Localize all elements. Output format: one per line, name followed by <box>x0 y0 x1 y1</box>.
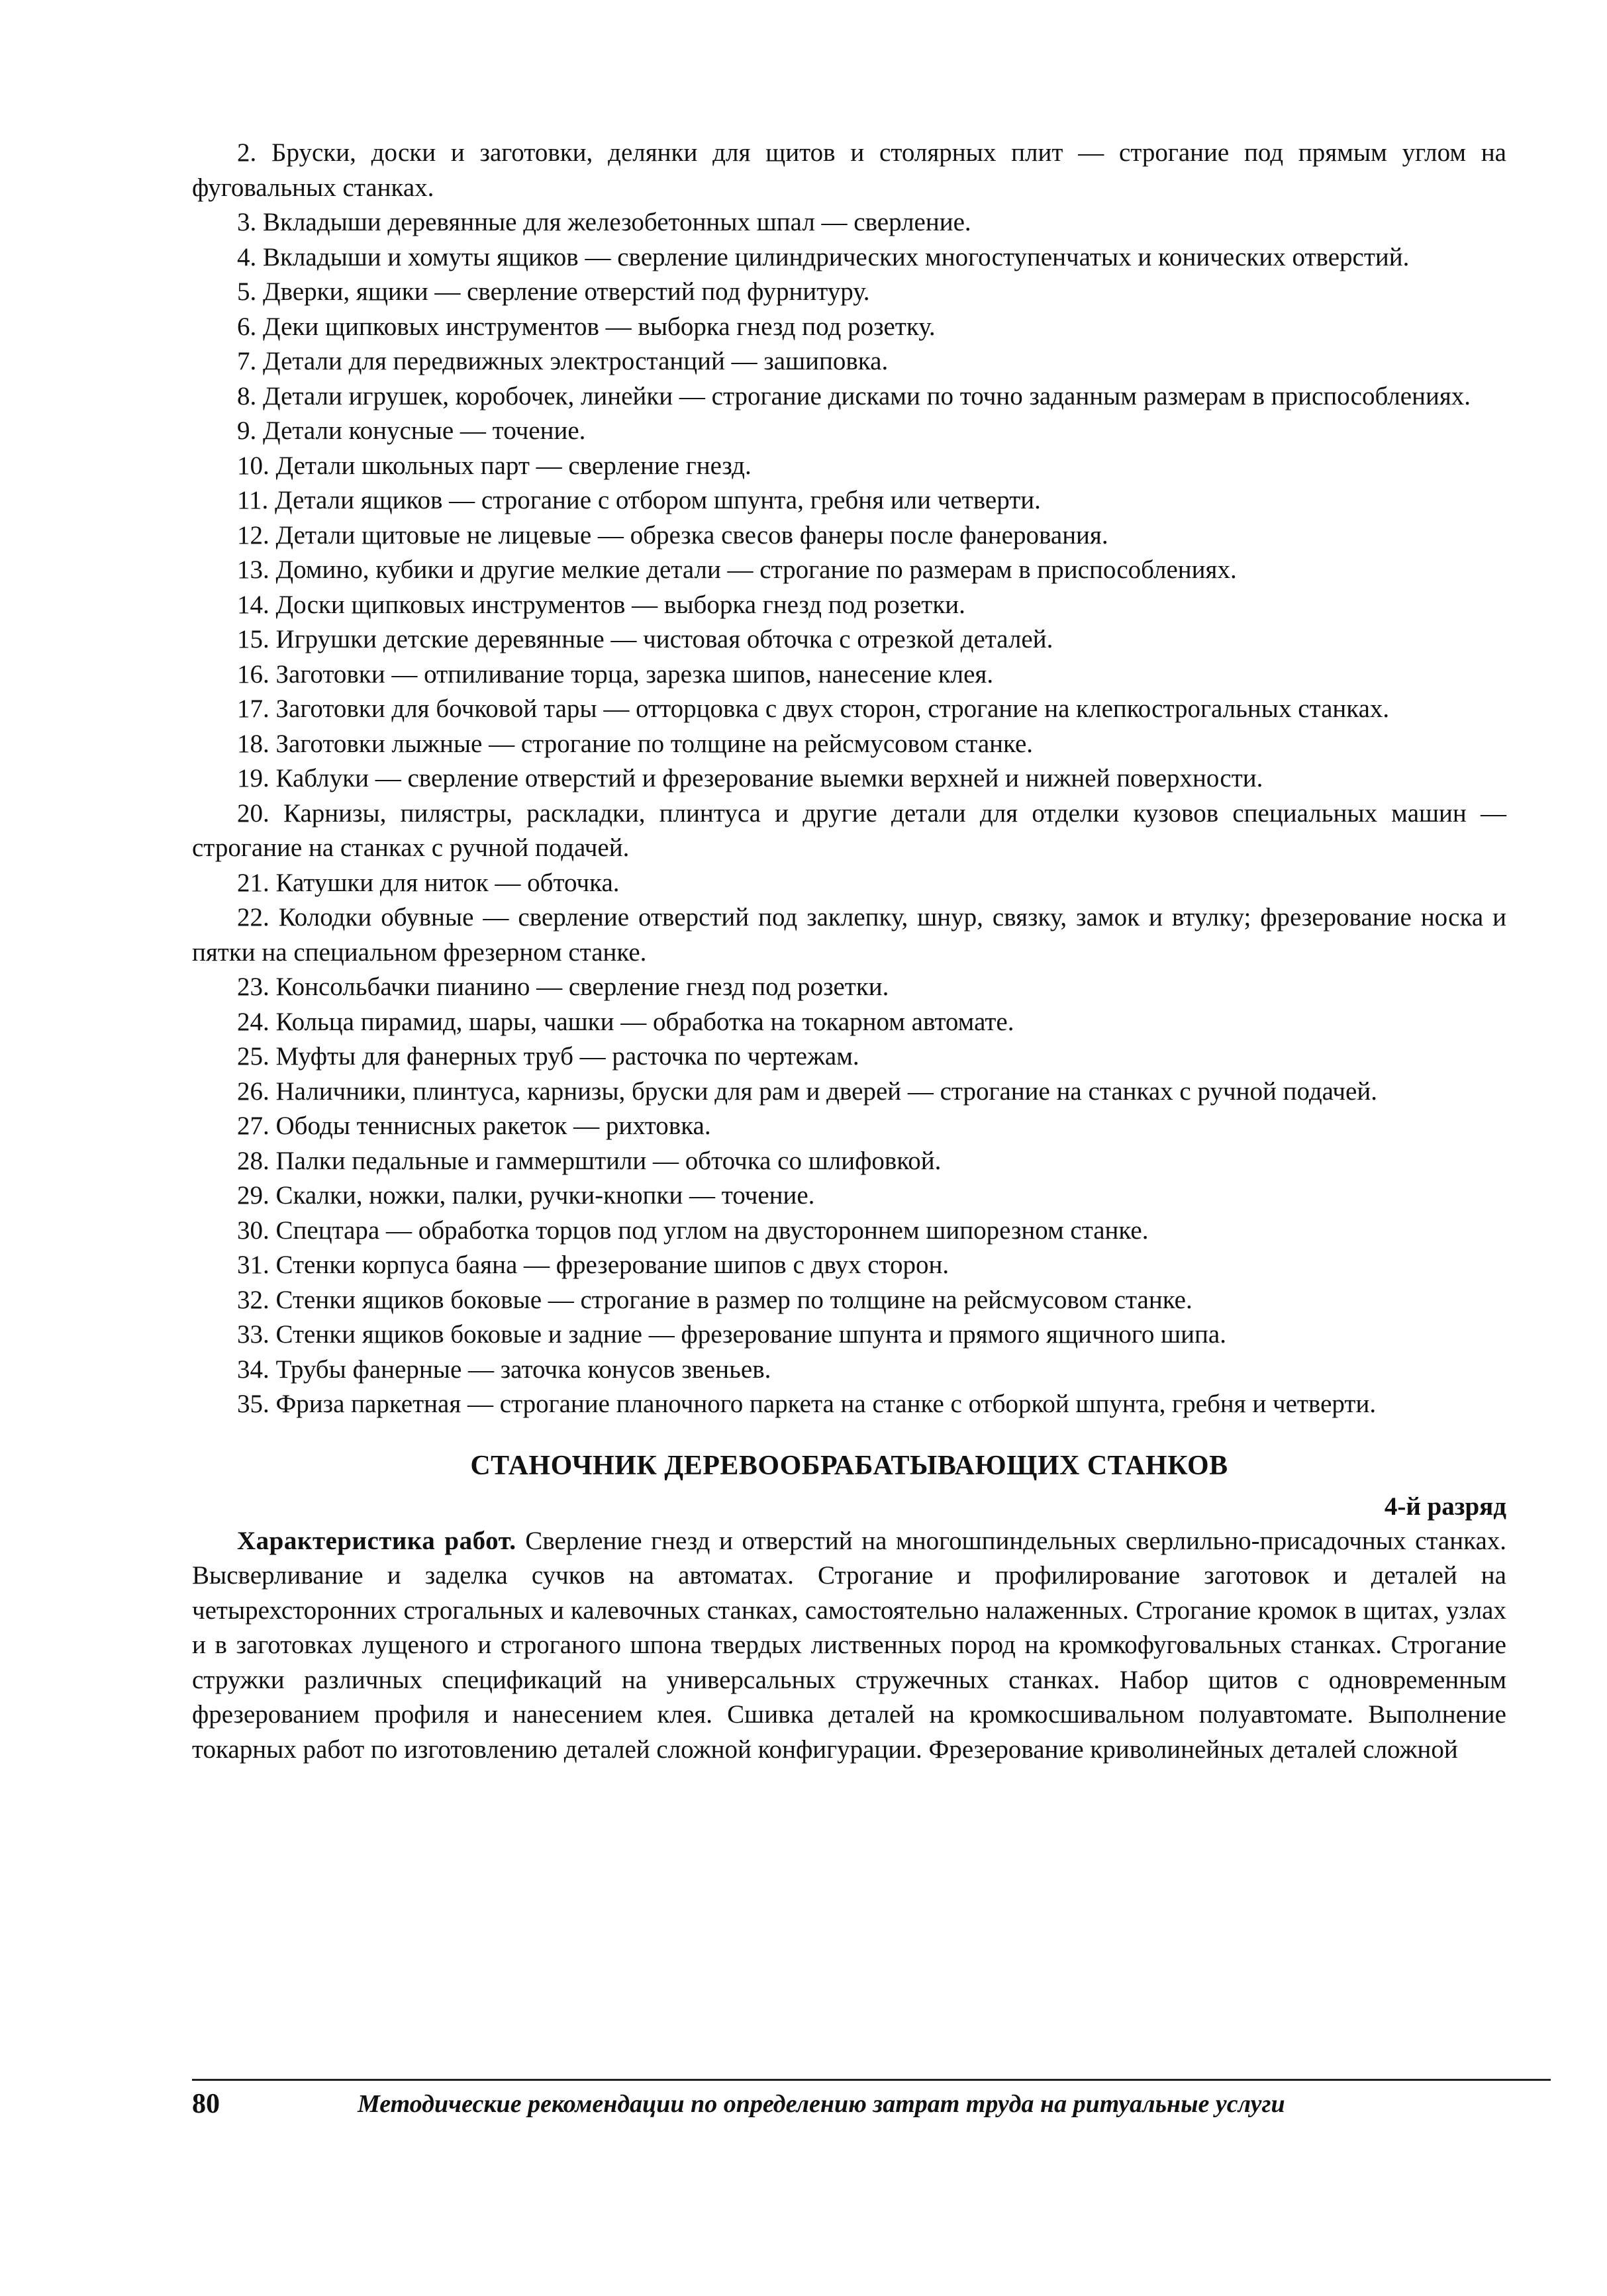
list-item: 7. Детали для передвижных электростанций — зашиповка. <box>237 347 889 375</box>
list-item: 5. Дверки, ящики — сверление отверстий под фурнитуру. <box>237 277 870 306</box>
list-item: 12. Детали щитовые не лицевые — обрезка свесов фанеры после фанерования. <box>237 520 1108 550</box>
footer-divider <box>192 2079 1551 2081</box>
list-item: 9. Детали конусные — точение. <box>237 416 586 445</box>
work-characteristics-paragraph <box>192 1524 1506 1768</box>
paragraph-text: Сверление гнезд и отверстий на многошпиндельных сверлильно-присадочных станках. Высверливание и заделка сучков на автоматах. Строгание и профилирование заготовок и деталей на четырехсторонних строгальных и калевочных станках, самостоятельно налаженных. Строгание кромок в щитах, узлах и в заготовках лущеного и строганого шпона твердых лиственных пород на кромкофуговальных станках. Строгание стружки различных спецификаций на универсальных стружечных станках. Набор щитов с одновременным фрезерованием профиля и нанесением клея. Сшивка деталей на кромкосшивальном полуавтомате. Выполнение токарных работ по изготовлению деталей сложной конфигурации. Фрезерование криволинейных деталей сложной <box>192 1526 1507 1764</box>
list-item: 23. Консольбачки пианино — сверление гнезд под розетки. <box>237 973 889 1001</box>
list-item: 26. Наличники, плинтуса, карнизы, бруски для рам и дверей — строгание на станках с ручной подачей. <box>237 1076 1377 1106</box>
list-item: 14. Доски щипковых инструментов — выборка гнезд под розетки. <box>237 590 965 619</box>
paragraph-lead: Характеристика работ. <box>237 1526 516 1555</box>
list-item: 25. Муфты для фанерных труб — расточка по чертежам. <box>237 1042 859 1071</box>
list-item: 29. Скалки, ножки, палки, ручки-кнопки — точение. <box>237 1181 815 1210</box>
work-examples-list <box>192 136 1506 1422</box>
running-footer-title: Методические рекомендации по определению затрат труда на ритуальные услуги <box>358 2090 1285 2118</box>
list-item: 20. Карнизы, пилястры, раскладки, плинтуса и другие детали для отделки кузовов специальных машин — строгание на станках с ручной подачей. <box>192 798 1506 862</box>
list-item: 13. Домино, кубики и другие мелкие детали — строгание по размерам в приспособлениях. <box>237 555 1237 584</box>
list-item: 19. Каблуки — сверление отверстий и фрезерование выемки верхней и нижней поверхности. <box>237 764 1263 792</box>
list-item: 31. Стенки корпуса баяна — фрезерование шипов с двух сторон. <box>237 1251 950 1279</box>
list-item: 16. Заготовки — отпиливание торца, зарезка шипов, нанесение клея. <box>237 659 994 689</box>
list-item: 3. Вкладыши деревянные для железобетонных шпал — сверление. <box>237 208 971 236</box>
list-item: 15. Игрушки детские деревянные — чистовая обточка с отрезкой деталей. <box>237 625 1053 653</box>
list-item: 17. Заготовки для бочковой тары — отторцовка с двух сторон, строгание на клепкострогальных станках. <box>237 694 1390 723</box>
page-number: 80 <box>192 2089 220 2119</box>
page-footer <box>192 2085 1551 2125</box>
list-item: 6. Деки щипковых инструментов — выборка гнезд под розетку. <box>237 312 936 341</box>
list-item: 2. Бруски, доски и заготовки, делянки для щитов и столярных плит — строгание под прямым углом на фуговальных станках. <box>192 138 1506 202</box>
list-item: 18. Заготовки лыжные — строгание по толщине на рейсмусовом станке. <box>237 729 1034 758</box>
list-item: 35. Фриза паркетная — строгание планочного паркета на станке с отборкой шпунта, гребня и четверти. <box>237 1390 1377 1418</box>
list-item: 27. Ободы теннисных ракеток — рихтовка. <box>237 1112 711 1140</box>
list-item: 28. Палки педальные и гаммерштили — обточка со шлифовкой. <box>237 1146 942 1175</box>
list-item: 10. Детали школьных парт — сверление гнезд. <box>237 451 752 480</box>
list-item: 22. Колодки обувные — сверление отверстий под заклепку, шнур, связку, замок и втулку; фрезерование носка и пятки на специальном фрезерном станке. <box>192 903 1506 967</box>
list-item: 34. Трубы фанерные — заточка конусов звеньев. <box>237 1355 771 1384</box>
list-item: 21. Катушки для ниток — обточка. <box>237 868 620 897</box>
section-title: СТАНОЧНИК ДЕРЕВООБРАБАТЫВАЮЩИХ СТАНКОВ <box>470 1450 1228 1481</box>
list-item: 24. Кольца пирамид, шары, чашки — обработка на токарном автомате. <box>237 1007 1014 1036</box>
list-item: 33. Стенки ящиков боковые и задние — фрезерование шпунта и прямого ящичного шипа. <box>237 1320 1226 1349</box>
list-item: 8. Детали игрушек, коробочек, линейки — строгание дисками по точно заданным размерам в приспособлениях. <box>237 381 1471 410</box>
page-content <box>192 136 1506 1767</box>
list-item: 4. Вкладыши и хомуты ящиков — сверление цилиндрических многоступенчатых и конических отверстий. <box>237 242 1410 271</box>
list-item: 11. Детали ящиков — строгание с отбором шпунта, гребня или четверти. <box>237 486 1041 514</box>
list-item: 32. Стенки ящиков боковые — строгание в размер по толщине на рейсмусовом станке. <box>237 1285 1193 1314</box>
list-item: 30. Спецтара — обработка торцов под углом на двустороннем шипорезном станке. <box>237 1216 1149 1245</box>
grade-label: 4-й разряд <box>1384 1492 1506 1521</box>
